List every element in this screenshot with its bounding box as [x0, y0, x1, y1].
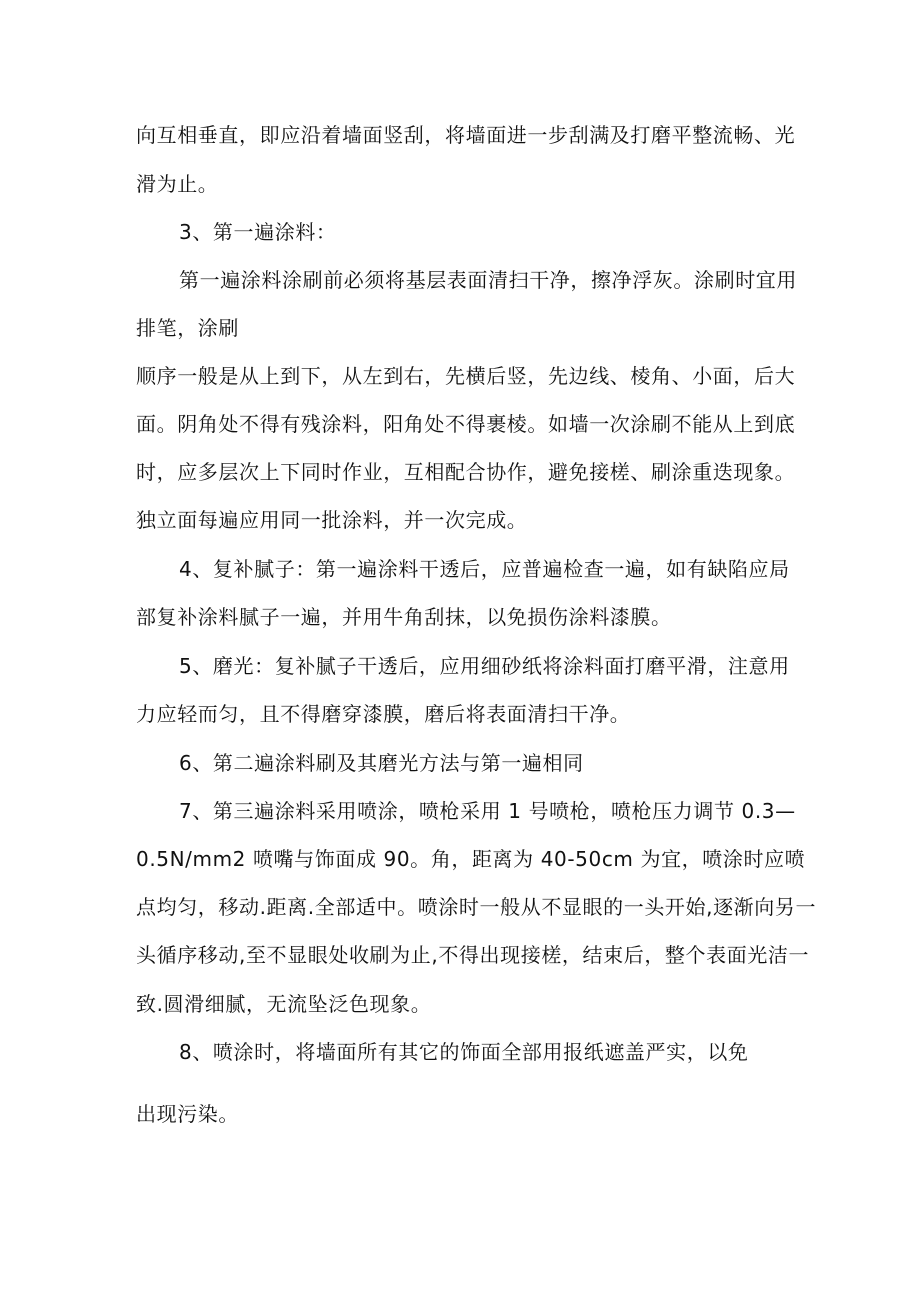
paragraph-line: 独立面每遍应用同一批涂料，并一次完成。: [136, 508, 528, 532]
paragraph-line: 部复补涂料腻子一遍，并用牛角刮抹，以免损伤涂料漆膜。: [136, 605, 672, 629]
paragraph-line: 点均匀，移动.距离.全部适中。喷涂时一般从不显眼的一头开始,逐渐向另一: [136, 895, 817, 919]
paragraph-line: 第一遍涂料涂刷前必须将基层表面清扫干净，擦净浮灰。涂刷时宜用: [179, 268, 797, 292]
section-item-7: 7、第三遍涂料采用喷涂，喷枪采用 1 号喷枪，喷枪压力调节 0.3—: [179, 799, 796, 823]
paragraph-line: 出现污染。: [136, 1102, 239, 1126]
paragraph-line: 滑为止。: [136, 172, 219, 196]
paragraph-line: 顺序一般是从上到下，从左到右，先横后竖，先边线、棱角、小面，后大: [136, 364, 796, 388]
section-item-5: 5、磨光：复补腻子干透后，应用细砂纸将涂料面打磨平滑，注意用: [179, 654, 790, 678]
paragraph-line: 头循序移动,至不显眼处收刷为止,不得出现接槎，结束后，整个表面光洁一: [136, 943, 810, 967]
paragraph-line: 面。阴角处不得有残涂料，阳角处不得裹棱。如墙一次涂刷不能从上到底: [136, 412, 796, 436]
paragraph-line: 排笔，涂刷: [136, 316, 239, 340]
paragraph-line: 力应轻而匀，且不得磨穿漆膜，磨后将表面清扫干净。: [136, 702, 631, 726]
paragraph-line: 时，应多层次上下同时作业，互相配合协作，避免接槎、刷涂重迭现象。: [136, 460, 796, 484]
section-item-6: 6、第二遍涂料刷及其磨光方法与第一遍相同: [179, 751, 584, 775]
paragraph-line: 0.5N/mm2 喷嘴与饰面成 90。角，距离为 40-50cm 为宜，喷涂时应喷: [136, 847, 806, 871]
paragraph-line: 致.圆滑细腻，无流坠泛色现象。: [136, 992, 432, 1016]
section-item-4: 4、复补腻子：第一遍涂料干透后，应普遍检查一遍，如有缺陷应局: [179, 557, 790, 581]
section-item-8: 8、喷涂时，将墙面所有其它的饰面全部用报纸遮盖严实，以免: [179, 1040, 749, 1064]
paragraph-line: 向互相垂直，即应沿着墙面竖刮，将墙面进一步刮满及打磨平整流畅、光: [136, 123, 796, 147]
section-heading-3: 3、第一遍涂料：: [179, 220, 337, 244]
